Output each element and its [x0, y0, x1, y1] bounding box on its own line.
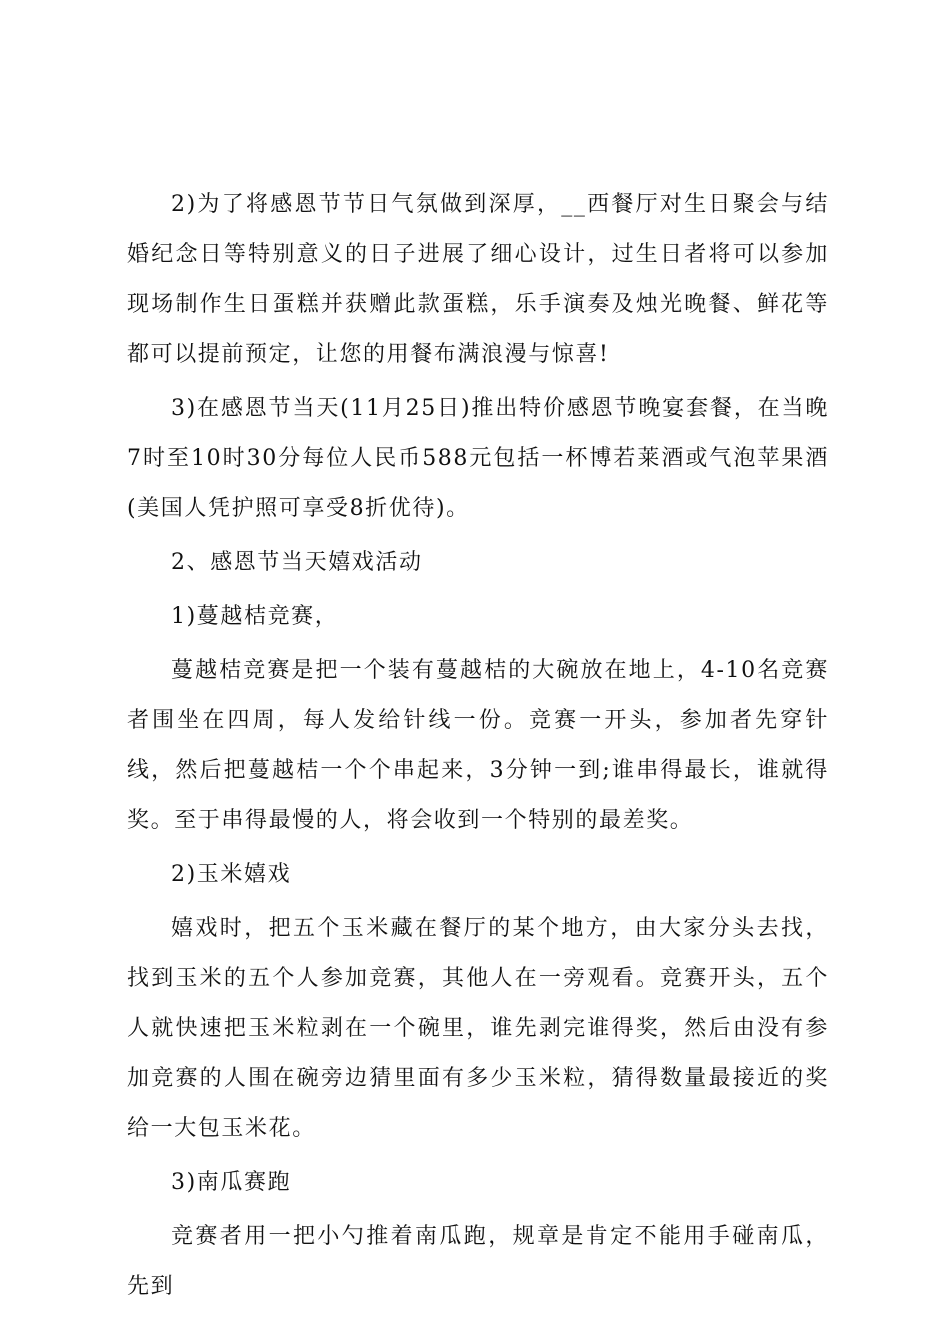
subheading-cranberry-contest: 1)蔓越桔竞赛， [171, 604, 339, 629]
document-body [127, 180, 829, 1312]
subheading-corn-game: 2)玉米嬉戏 [171, 862, 292, 887]
section-heading-games: 2、感恩节当天嬉戏活动 [171, 550, 423, 575]
paragraph-thanksgiving-dinner-set: 3)在感恩节当天(11月25日)推出特价感恩节晚宴套餐，在当晚7时至10时30分每位人民币588元包括一杯博若莱酒或气泡苹果酒(美国人凭护照可享受8折优待)。 [127, 396, 829, 521]
paragraph-corn-game: 嬉戏时，把五个玉米藏在餐厅的某个地方，由大家分头去找，找到玉米的五个人参加竞赛，其他人在一旁观看。竞赛开头，五个人就快速把玉米粒剥在一个碗里，谁先剥完谁得奖，然后由没有参加竞赛的人围在碗旁边猜里面有多少玉米粒，猜得数量最接近的奖给一大包玉米花。 [127, 916, 829, 1141]
paragraph-cranberry-contest: 蔓越桔竞赛是把一个装有蔓越桔的大碗放在地上，4-10名竞赛者围坐在四周，每人发给针线一份。竞赛一开头，参加者先穿针线，然后把蔓越桔一个个串起来，3分钟一到;谁串得最长，谁就得奖。至于串得最慢的人，将会收到一个特别的最差奖。 [127, 658, 829, 833]
subheading-pumpkin-race: 3)南瓜赛跑 [171, 1170, 292, 1195]
paragraph-pumpkin-race: 竞赛者用一把小勺推着南瓜跑，规章是肯定不能用手碰南瓜，先到 [127, 1224, 829, 1299]
paragraph-birthday-service: 2)为了将感恩节节日气氛做到深厚，__西餐厅对生日聚会与结婚纪念日等特别意义的日子进展了细心设计，过生日者将可以参加现场制作生日蛋糕并获赠此款蛋糕，乐手演奏及烛光晚餐、鲜花等都可以提前预定，让您的用餐布满浪漫与惊喜! [127, 192, 829, 367]
